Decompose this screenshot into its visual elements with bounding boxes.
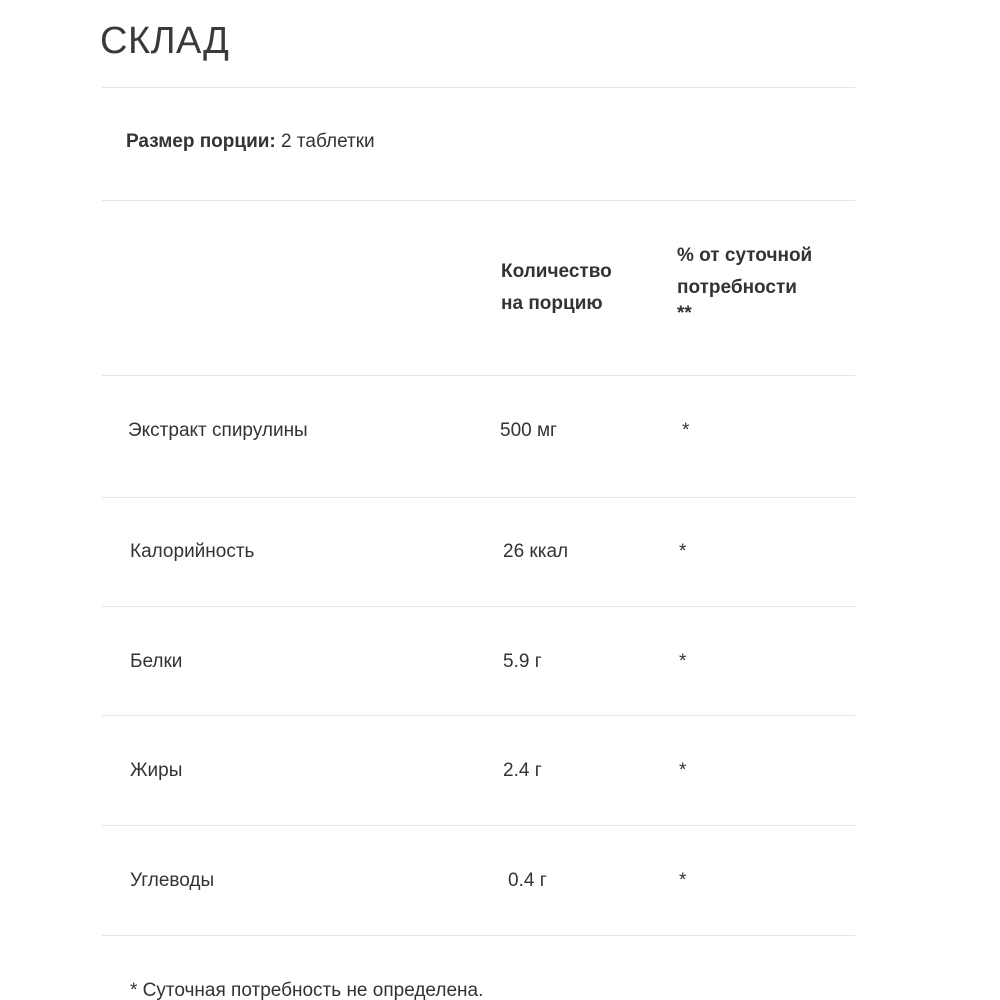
column-header-daily-value <box>677 240 812 330</box>
nutrient-amount: 2.4 г <box>503 760 542 781</box>
nutrient-name: Жиры <box>130 760 183 781</box>
divider <box>102 87 855 88</box>
nutrient-name: Углеводы <box>130 870 215 891</box>
nutrient-amount: 5.9 г <box>503 651 542 672</box>
column-header-amount <box>501 256 612 320</box>
serving-size <box>126 131 375 153</box>
page-title: СКЛАД <box>100 20 230 62</box>
divider <box>102 935 855 936</box>
nutrient-name: Экстракт спирулины <box>128 420 308 441</box>
divider <box>102 825 855 826</box>
divider <box>102 715 855 716</box>
nutrient-amount: 26 ккал <box>503 541 569 562</box>
divider <box>102 497 855 498</box>
column-header-dv-line: % от суточной <box>677 245 813 266</box>
nutrient-daily-value: * <box>682 420 690 441</box>
nutrient-daily-value: * <box>679 870 687 891</box>
nutrient-name: Белки <box>130 651 183 672</box>
divider <box>102 606 855 607</box>
divider <box>102 375 855 376</box>
nutrient-amount: 500 мг <box>500 420 557 441</box>
nutrient-daily-value: * <box>679 760 687 781</box>
nutrient-amount: 0.4 г <box>508 870 547 891</box>
nutrient-daily-value: * <box>679 541 687 562</box>
footnote: * Суточная потребность не определена. <box>130 980 484 1000</box>
serving-size-label: Размер порции: <box>126 131 276 152</box>
serving-size-value: 2 таблетки <box>281 131 375 152</box>
column-header-amount-line: на порцию <box>501 293 603 314</box>
nutrient-daily-value: * <box>679 651 687 672</box>
divider <box>102 200 855 201</box>
nutrient-name: Калорийность <box>130 541 255 562</box>
column-header-dv-line: потребности <box>677 277 797 298</box>
column-header-dv-line: ** <box>677 303 692 324</box>
column-header-amount-line: Количество <box>501 261 612 282</box>
